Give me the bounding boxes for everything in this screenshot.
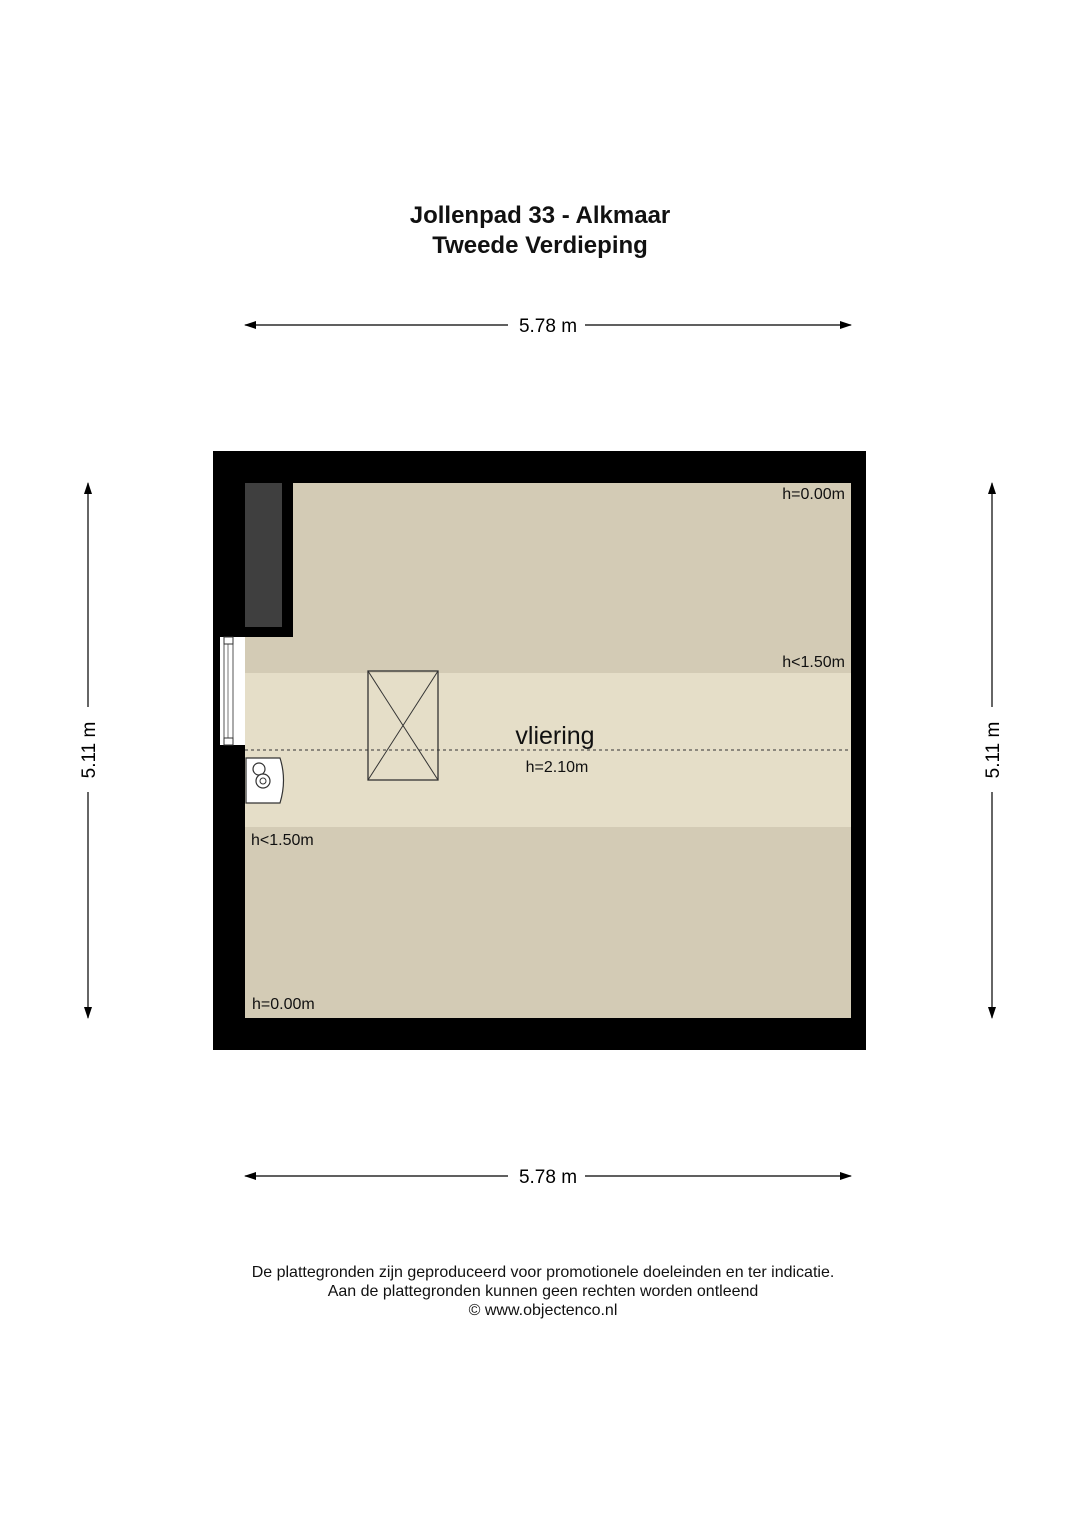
dimension-right-label: 5.11 m bbox=[983, 721, 1004, 779]
height-label-mid-right: h<1.50m bbox=[782, 654, 845, 671]
chimney bbox=[245, 483, 282, 627]
height-label-bottom-left: h=0.00m bbox=[252, 996, 315, 1013]
disclaimer-line-2: Aan de plattegronden kunnen geen rechten worden ontleend bbox=[327, 1283, 759, 1300]
dimension-bottom-label: 5.78 m bbox=[518, 1167, 578, 1188]
dimension-top-label: 5.78 m bbox=[518, 316, 578, 337]
height-label-mid-left: h<1.50m bbox=[251, 832, 314, 849]
dimension-bottom bbox=[245, 1167, 851, 1188]
dimension-left bbox=[79, 483, 100, 1018]
disclaimer-line-1: De plattegronden zijn geproduceerd voor promotionele doeleinden en ter indicatie. bbox=[251, 1264, 835, 1281]
height-label-top-right: h=0.00m bbox=[782, 486, 845, 503]
room-height-center: h=2.10m bbox=[525, 759, 589, 776]
plan-title: Jollenpad 33 - Alkmaar bbox=[409, 202, 671, 229]
low-ceiling-zone-top bbox=[245, 483, 851, 673]
floor-name: Tweede Verdieping bbox=[432, 232, 648, 259]
dimension-left-label: 5.11 m bbox=[79, 721, 100, 779]
dimension-top bbox=[245, 316, 851, 337]
window bbox=[220, 637, 245, 745]
dimension-right bbox=[983, 483, 1004, 1018]
low-ceiling-zone-bottom bbox=[245, 827, 851, 1018]
boiler bbox=[246, 758, 284, 803]
room-name: vliering bbox=[515, 722, 595, 750]
copyright-link[interactable]: © www.objectenco.nl bbox=[468, 1302, 618, 1319]
